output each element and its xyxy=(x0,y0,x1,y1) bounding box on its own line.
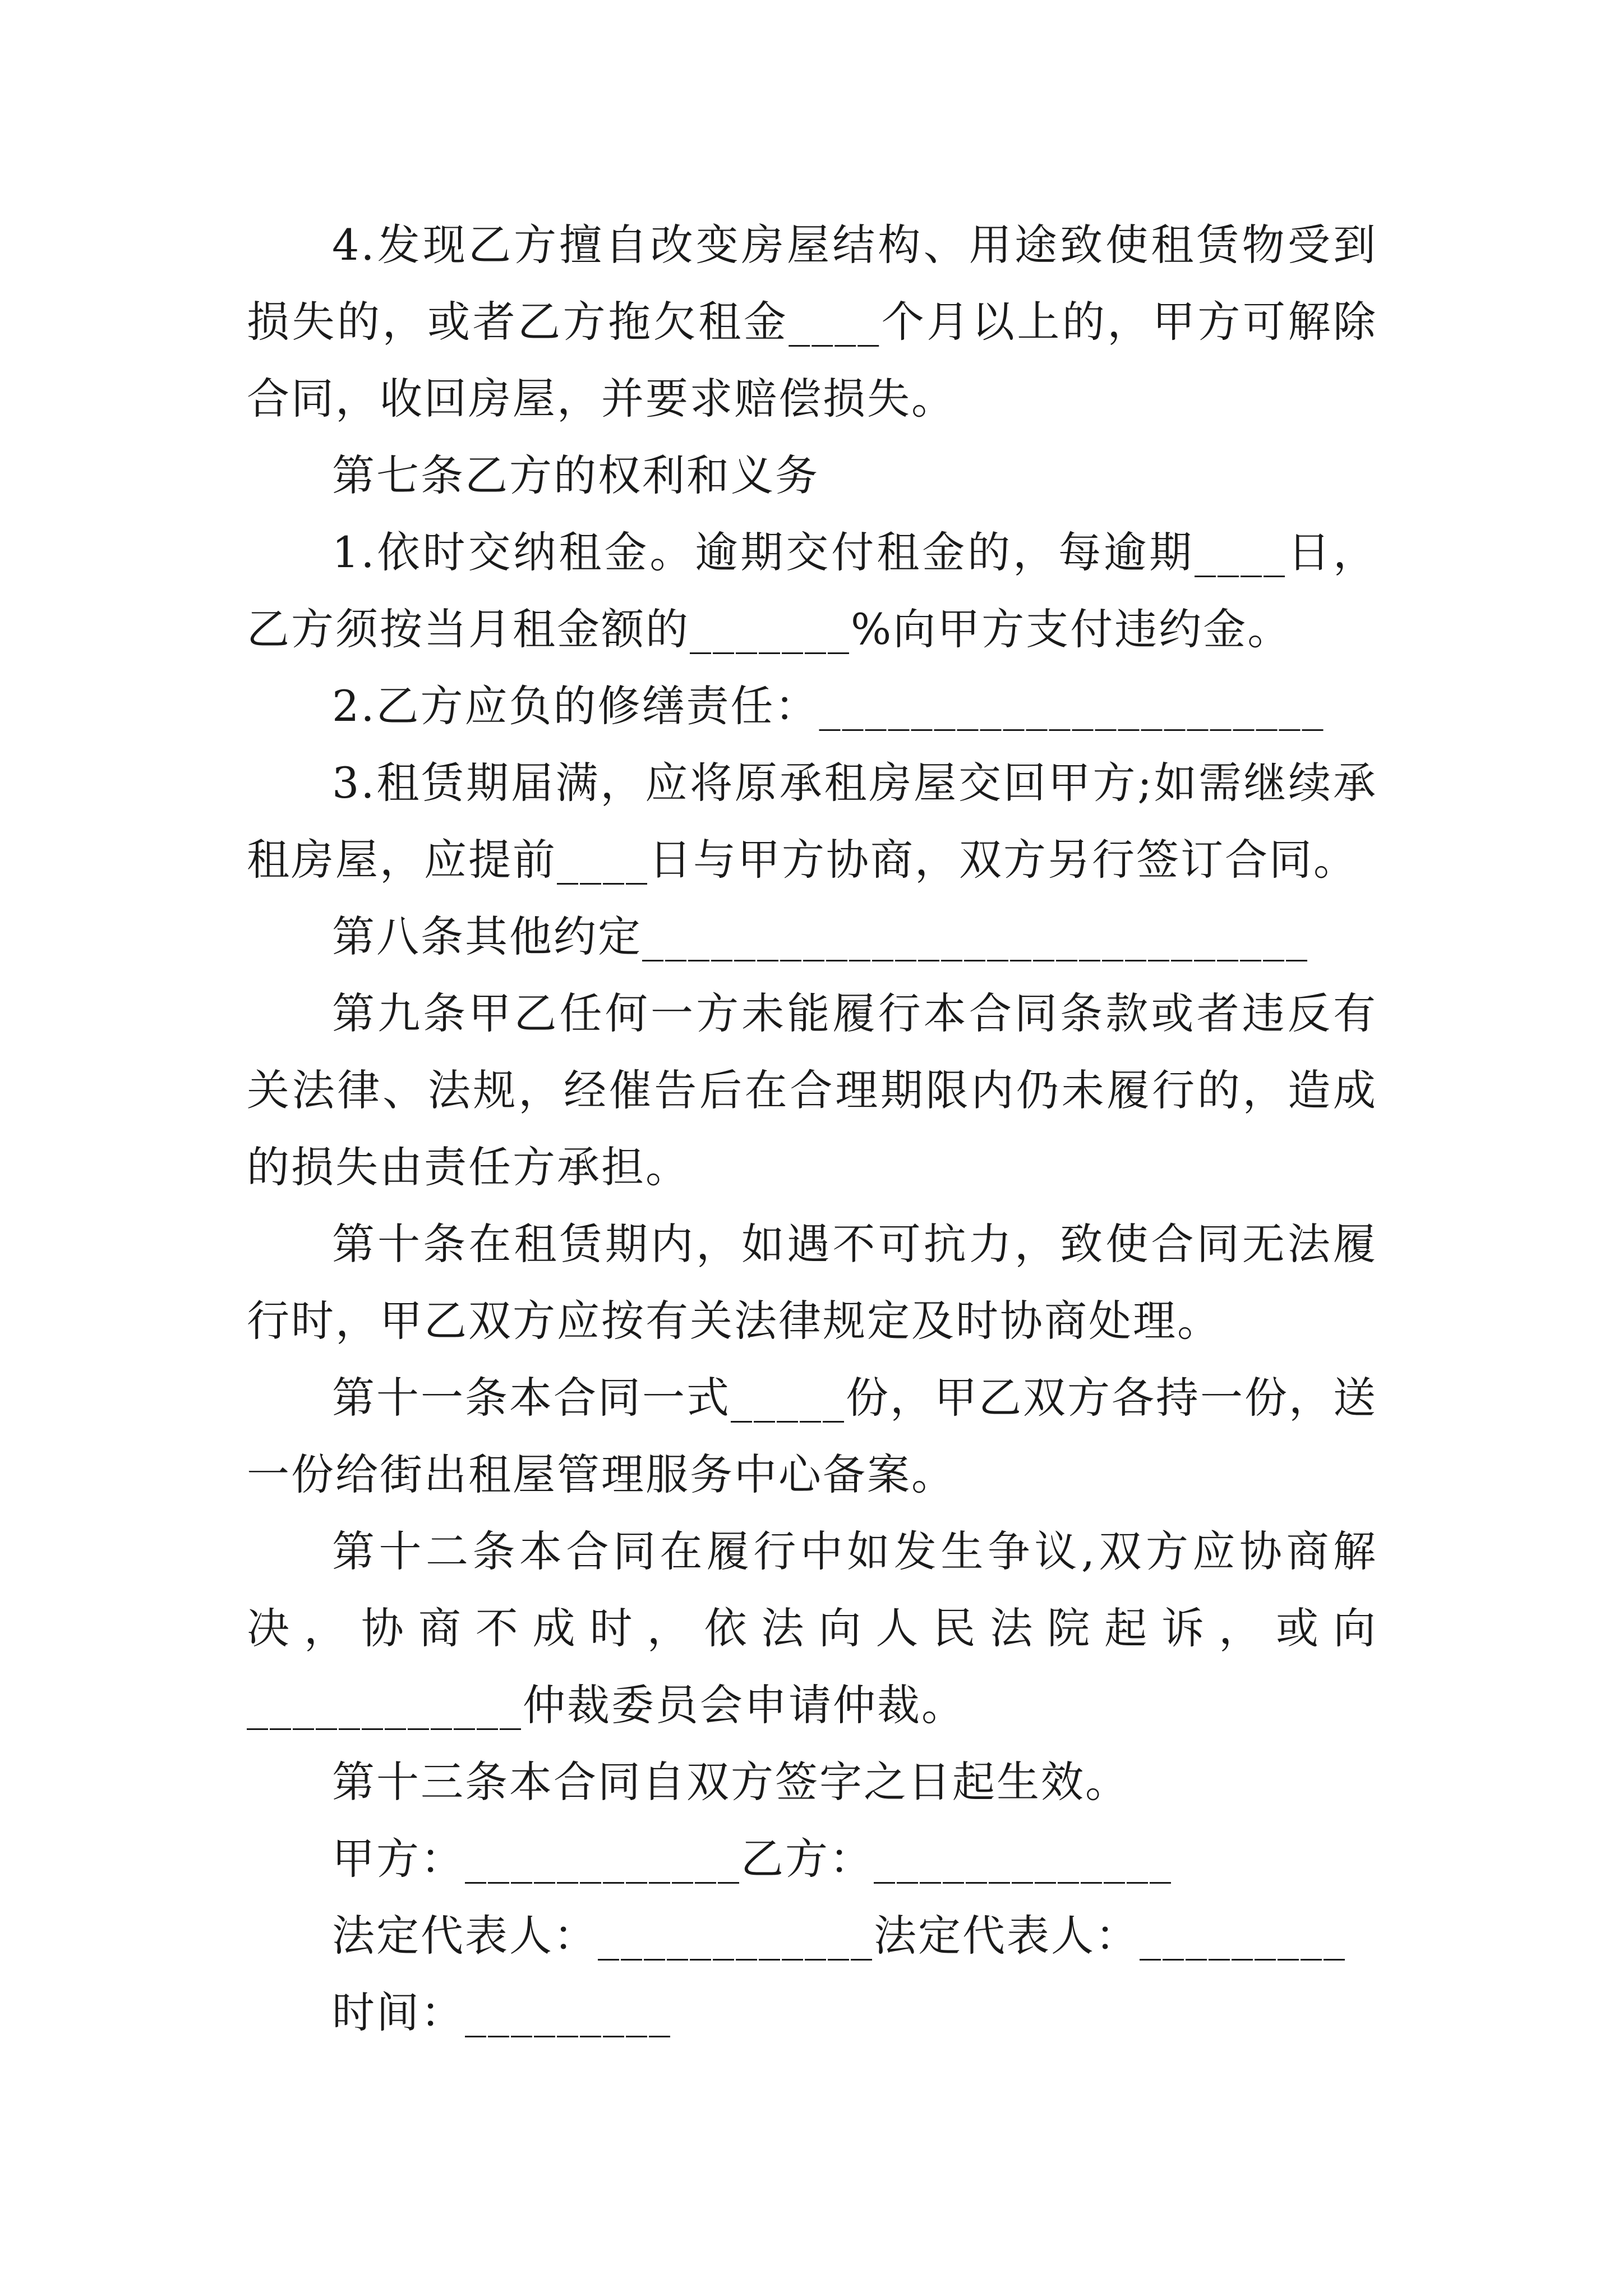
article-11: 第十一条本合同一式_____份，甲乙双方各持一份，送一份给街出租屋管理服务中心备案。 xyxy=(247,1373,1377,1499)
article-7-heading: 第七条乙方的权利和义务 xyxy=(332,450,819,500)
article-10: 第十条在租赁期内，如遇不可抗力，致使合同无法履行时，甲乙双方应按有关法律规定及时协商处理。 xyxy=(247,1219,1377,1346)
article-9: 第九条甲乙任何一方未能履行本合同条款或者违反有关法律、法规，经催告后在合理期限内仍未履行的，造成的损失由责任方承担。 xyxy=(247,988,1377,1192)
clause-6-item-4: 4.发现乙方擅自改变房屋结构、用途致使租赁物受到损失的，或者乙方拖欠租金____个月以上的，甲方可解除合同，收回房屋，并要求赔偿损失。 xyxy=(247,220,1377,424)
party-signature-line: 甲方：____________乙方：_____________ xyxy=(332,1834,1173,1884)
contract-body xyxy=(247,206,1377,2051)
article-12: 第十二条本合同在履行中如发生争议,双方应协商解决，协商不成时，依法向人民法院起诉，或向____________仲裁委员会申请仲裁。 xyxy=(247,1526,1377,1730)
date-line: 时间：_________ xyxy=(332,1987,672,2037)
legal-representative-line: 法定代表人：____________法定代表人：_________ xyxy=(332,1911,1347,1961)
clause-7-item-3: 3.租赁期届满，应将原承租房屋交回甲方;如需继续承租房屋，应提前____日与甲方协商，双方另行签订合同。 xyxy=(247,758,1377,885)
article-13: 第十三条本合同自双方签字之日起生效。 xyxy=(332,1757,1129,1807)
clause-7-item-1: 1.依时交纳租金。逾期交付租金的，每逾期____日，乙方须按当月租金额的_______%向甲方支付违约金。 xyxy=(247,527,1377,654)
article-8: 第八条其他约定_____________________________ xyxy=(332,912,1309,961)
clause-7-item-2: 2.乙方应负的修缮责任：______________________ xyxy=(332,681,1325,731)
